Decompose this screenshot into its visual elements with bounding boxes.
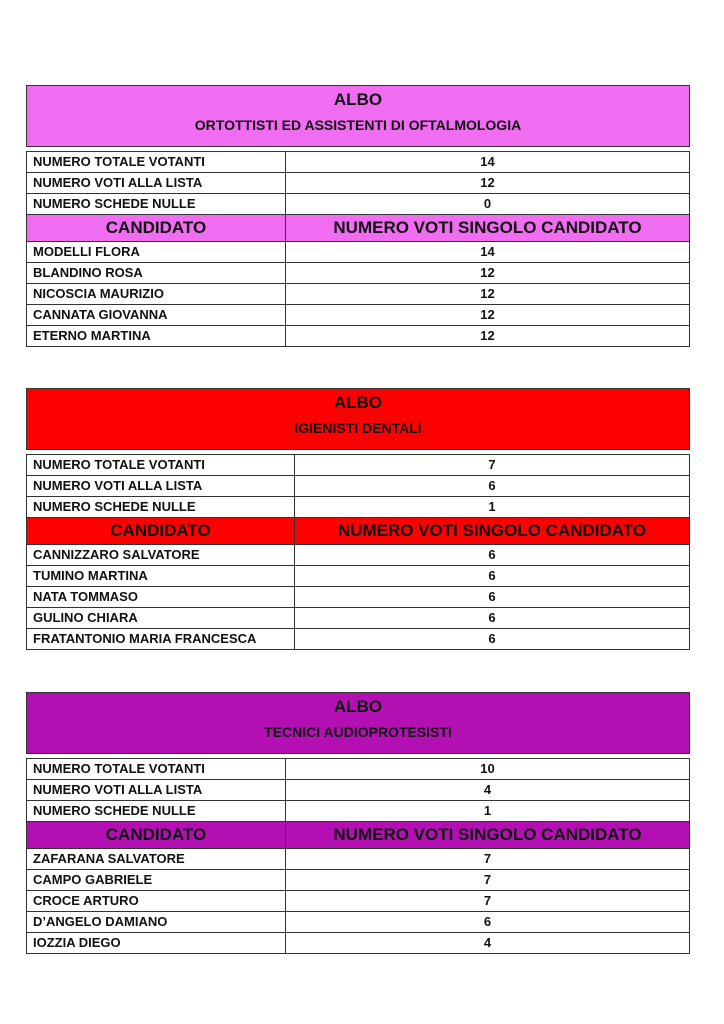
- albo-header: [26, 85, 690, 147]
- candidate-row: [27, 587, 690, 608]
- stat-label: NUMERO TOTALE VOTANTI: [27, 759, 286, 780]
- candidate-name: ETERNO MARTINA: [27, 326, 286, 347]
- candidate-name: FRATANTONIO MARIA FRANCESCA: [27, 629, 295, 650]
- candidate-row: [27, 326, 690, 347]
- candidate-row: [27, 608, 690, 629]
- stat-row: [27, 780, 690, 801]
- candidate-votes: 7: [286, 891, 690, 912]
- stat-label: NUMERO SCHEDE NULLE: [27, 194, 286, 215]
- votes-column-header: NUMERO VOTI SINGOLO CANDIDATO: [286, 822, 690, 849]
- stat-row: [27, 497, 690, 518]
- candidate-name: ZAFARANA SALVATORE: [27, 849, 286, 870]
- candidate-row: [27, 284, 690, 305]
- candidate-row: [27, 305, 690, 326]
- candidate-column-header: CANDIDATO: [27, 518, 295, 545]
- stat-row: [27, 455, 690, 476]
- stat-row: [27, 173, 690, 194]
- candidate-votes: 7: [286, 849, 690, 870]
- stat-label: NUMERO TOTALE VOTANTI: [27, 152, 286, 173]
- candidate-name: BLANDINO ROSA: [27, 263, 286, 284]
- candidate-column-header: CANDIDATO: [27, 822, 286, 849]
- stat-value: 4: [286, 780, 690, 801]
- stat-row: [27, 152, 690, 173]
- results-table: [26, 454, 690, 650]
- albo-title: ALBO: [333, 90, 383, 109]
- stat-value: 10: [286, 759, 690, 780]
- albo-section-igienisti: [26, 388, 690, 650]
- results-table: [26, 758, 690, 954]
- albo-header: [26, 692, 690, 754]
- candidate-row: [27, 912, 690, 933]
- albo-name: TECNICI AUDIOPROTESISTI: [264, 724, 452, 740]
- stat-label: NUMERO VOTI ALLA LISTA: [27, 173, 286, 194]
- stat-value: 6: [295, 476, 690, 497]
- candidate-votes: 7: [286, 870, 690, 891]
- votes-column-header: NUMERO VOTI SINGOLO CANDIDATO: [286, 215, 690, 242]
- albo-name: IGIENISTI DENTALI: [294, 420, 422, 436]
- candidate-name: TUMINO MARTINA: [27, 566, 295, 587]
- stat-row: [27, 801, 690, 822]
- albo-name: ORTOTTISTI ED ASSISTENTI DI OFTALMOLOGIA: [194, 117, 522, 133]
- candidate-name: CANNIZZARO SALVATORE: [27, 545, 295, 566]
- votes-column-header: NUMERO VOTI SINGOLO CANDIDATO: [295, 518, 690, 545]
- candidate-row: [27, 933, 690, 954]
- stat-value: 0: [286, 194, 690, 215]
- candidate-votes: 6: [295, 587, 690, 608]
- stat-label: NUMERO SCHEDE NULLE: [27, 801, 286, 822]
- candidate-row: [27, 870, 690, 891]
- candidate-votes: 6: [295, 566, 690, 587]
- candidate-row: [27, 566, 690, 587]
- stat-value: 1: [286, 801, 690, 822]
- candidate-name: CANNATA GIOVANNA: [27, 305, 286, 326]
- stat-value: 12: [286, 173, 690, 194]
- stat-label: NUMERO SCHEDE NULLE: [27, 497, 295, 518]
- stat-value: 7: [295, 455, 690, 476]
- candidate-row: [27, 891, 690, 912]
- candidate-votes: 12: [286, 305, 690, 326]
- candidate-votes: 4: [286, 933, 690, 954]
- albo-section-ortottisti: [26, 85, 690, 347]
- candidate-name: GULINO CHIARA: [27, 608, 295, 629]
- stat-row: [27, 759, 690, 780]
- candidate-name: IOZZIA DIEGO: [27, 933, 286, 954]
- albo-section-audioprotesisti: [26, 692, 690, 954]
- candidate-row: [27, 629, 690, 650]
- albo-title: ALBO: [333, 393, 383, 412]
- results-table: [26, 151, 690, 347]
- candidate-header-row: [27, 822, 690, 849]
- candidate-column-header: CANDIDATO: [27, 215, 286, 242]
- candidate-row: [27, 545, 690, 566]
- stat-row: [27, 476, 690, 497]
- albo-header: [26, 388, 690, 450]
- candidate-name: CAMPO GABRIELE: [27, 870, 286, 891]
- stat-label: NUMERO VOTI ALLA LISTA: [27, 780, 286, 801]
- candidate-name: NICOSCIA MAURIZIO: [27, 284, 286, 305]
- stat-label: NUMERO VOTI ALLA LISTA: [27, 476, 295, 497]
- candidate-name: MODELLI FLORA: [27, 242, 286, 263]
- candidate-votes: 12: [286, 326, 690, 347]
- stat-value: 1: [295, 497, 690, 518]
- candidate-name: CROCE ARTURO: [27, 891, 286, 912]
- stat-row: [27, 194, 690, 215]
- candidate-votes: 14: [286, 242, 690, 263]
- candidate-header-row: [27, 215, 690, 242]
- candidate-name: D’ANGELO DAMIANO: [27, 912, 286, 933]
- albo-title: ALBO: [333, 697, 383, 716]
- stat-label: NUMERO TOTALE VOTANTI: [27, 455, 295, 476]
- candidate-votes: 6: [295, 629, 690, 650]
- candidate-name: NATA TOMMASO: [27, 587, 295, 608]
- candidate-header-row: [27, 518, 690, 545]
- candidate-votes: 6: [295, 608, 690, 629]
- candidate-row: [27, 263, 690, 284]
- candidate-votes: 6: [286, 912, 690, 933]
- candidate-votes: 12: [286, 263, 690, 284]
- candidate-votes: 6: [295, 545, 690, 566]
- stat-value: 14: [286, 152, 690, 173]
- candidate-votes: 12: [286, 284, 690, 305]
- candidate-row: [27, 242, 690, 263]
- candidate-row: [27, 849, 690, 870]
